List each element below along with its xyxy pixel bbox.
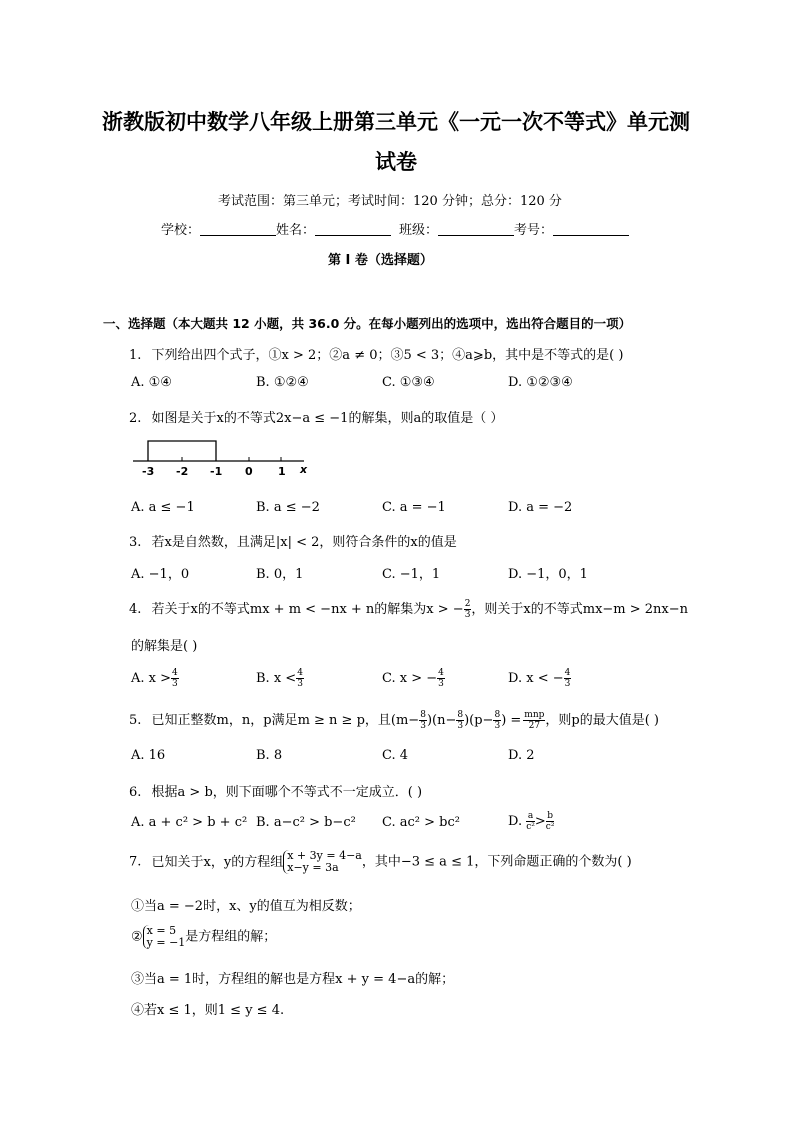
name-label: 姓名： <box>276 223 316 238</box>
q3-option-a[interactable]: A. −1，0 <box>131 567 190 582</box>
tick-label: 0 <box>245 465 253 478</box>
question-number: 7. <box>129 854 142 870</box>
title-line-2: 试卷 <box>375 150 417 174</box>
question-number: 2. <box>129 411 142 426</box>
question-text: 根据a > b，则下面哪个不等式不一定成立．( ) <box>151 785 423 800</box>
question-text: 已知关于x，y的方程组 <box>151 854 284 870</box>
question-1 <box>129 344 623 363</box>
number-line-figure <box>130 435 320 480</box>
q7-item-1: ①当a = −2时，x、y的值互为相反数； <box>131 899 361 914</box>
equation-system: x + 3y = 4−a x−y = 3a <box>283 850 362 874</box>
number-blank[interactable] <box>553 223 629 236</box>
school-blank[interactable] <box>200 223 276 236</box>
q1-option-a[interactable]: A. ①④ <box>131 375 172 390</box>
question-text: 若关于x的不等式mx + m < −nx + n的解集为x > − <box>151 602 464 617</box>
q5-option-b[interactable]: B. 8 <box>256 748 283 763</box>
school-label: 学校： <box>161 223 201 238</box>
q7-item-2: ② x = 5 y = −1 是方程组的解； <box>131 924 277 949</box>
class-blank[interactable] <box>438 223 514 236</box>
name-blank[interactable] <box>315 223 391 236</box>
q2-option-a[interactable]: A. a ≤ −1 <box>131 500 195 515</box>
question-number: 6. <box>129 785 142 800</box>
q7-item-3: ③当a = 1时，方程组的解也是方程x + y = 4−a的解； <box>131 972 455 987</box>
q6-option-d[interactable]: D. $\frac{a}{\text{c²}}$ > $\frac{b}{\text{c²}}$ <box>508 811 555 832</box>
question-text: 如图是关于x的不等式2x−a ≤ −1的解集，则a的取值是（ ） <box>151 411 504 426</box>
question-7: 7. 已知关于x，y的方程组 x + 3y = 4−a x−y = 3a ，其中−3 ≤ a ≤ 1，下列命题正确的个数为( ) <box>129 849 632 874</box>
question-number: 3. <box>129 535 142 550</box>
tick-label: 1 <box>278 465 286 478</box>
number-label: 考号： <box>514 223 554 238</box>
q3-option-c[interactable]: C. −1，1 <box>382 567 441 582</box>
q2-option-b[interactable]: B. a ≤ −2 <box>256 500 320 515</box>
question-number: 5. <box>129 713 142 728</box>
question-text-cont: ，则关于x的不等式mx−m > 2nx−n <box>471 602 689 617</box>
question-text: 已知正整数m，n，p满足m ≥ n ≥ p，且(m− <box>151 713 420 728</box>
q5-option-a[interactable]: A. 16 <box>131 748 166 763</box>
q1-option-c[interactable]: C. ①③④ <box>382 375 435 390</box>
section-heading: 一、选择题（本大题共 12 小题，共 36.0 分。在每小题列出的选项中，选出符合题目的一项） <box>103 316 632 331</box>
question-text: 若x是自然数，且满足|x| < 2，则符合条件的x的值是 <box>151 535 457 550</box>
q6-option-b[interactable]: B. a−c² > b−c² <box>256 815 356 830</box>
q4-option-d[interactable]: D. x < − $\frac{4}{3}$ <box>508 668 571 689</box>
q5-option-d[interactable]: D. 2 <box>508 748 535 763</box>
question-number: 4. <box>129 602 142 617</box>
class-label: 班级： <box>399 223 439 238</box>
q2-option-d[interactable]: D. a = −2 <box>508 500 573 515</box>
exam-info: 考试范围：第三单元；考试时间：120 分钟；总分：120 分 <box>218 194 562 209</box>
q1-option-d[interactable]: D. ①②③④ <box>508 375 573 390</box>
tick-label: -3 <box>142 465 155 478</box>
q6-option-c[interactable]: C. ac² > bc² <box>382 815 460 830</box>
info-fields <box>161 219 629 238</box>
q3-option-b[interactable]: B. 0，1 <box>256 567 304 582</box>
q4-option-a[interactable]: A. x > $\frac{4}{3}$ <box>131 668 178 689</box>
q2-option-c[interactable]: C. a = −1 <box>382 500 446 515</box>
question-text: 下列给出四个式子，①x > 2；②a ≠ 0；③5 < 3；④a⩾b，其中是不等式的是( ) <box>151 348 624 363</box>
q4-option-b[interactable]: B. x < $\frac{4}{3}$ <box>256 668 303 689</box>
question-6 <box>129 781 422 800</box>
axis-label: x <box>300 463 308 476</box>
q5-option-c[interactable]: C. 4 <box>382 748 409 763</box>
question-5: 5. 已知正整数m，n，p满足m ≥ n ≥ p，且(m− $\frac{8}{3}$ )(n− $\frac{8}{3}$ )(p− $\frac{8}{3}$ ) = $\frac{\text{mnp}}{27}$ ，则p的最大值是( ) <box>129 710 659 731</box>
question-2 <box>129 407 503 426</box>
question-number: 1. <box>129 348 142 363</box>
q6-option-a[interactable]: A. a + c² > b + c² <box>131 815 248 830</box>
tick-label: -2 <box>176 465 189 478</box>
question-4-line-2: 的解集是( ) <box>131 639 198 654</box>
title-line-1: 浙教版初中数学八年级上册第三单元《一元一次不等式》单元测 <box>102 110 690 134</box>
fraction: $\frac{2}{3}$ <box>464 599 471 620</box>
q3-option-d[interactable]: D. −1，0，1 <box>508 567 588 582</box>
tick-label: -1 <box>210 465 223 478</box>
q1-option-b[interactable]: B. ①②④ <box>256 375 309 390</box>
question-3 <box>129 531 457 550</box>
q7-item-4: ④若x ≤ 1，则1 ≤ y ≤ 4. <box>131 1003 285 1018</box>
q4-option-c[interactable]: C. x > − $\frac{4}{3}$ <box>382 668 444 689</box>
question-4 <box>129 598 688 620</box>
volume-title: 第 I 卷（选择题） <box>328 253 433 268</box>
